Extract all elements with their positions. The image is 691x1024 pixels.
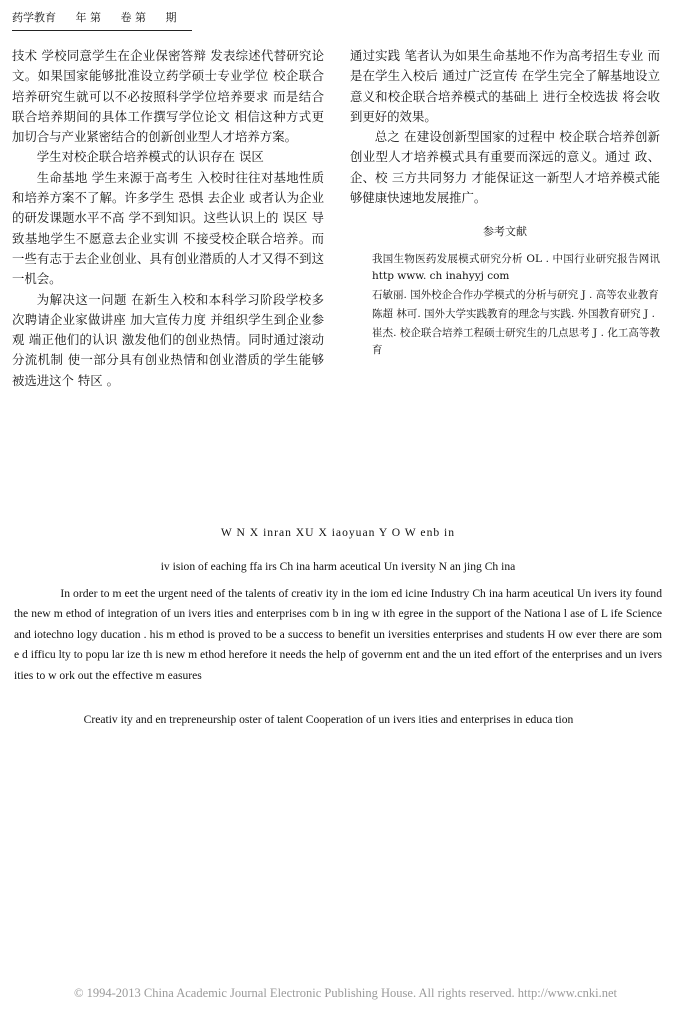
journal-name: 药学教育 [12, 11, 56, 24]
journal-volume: 卷 第 [120, 11, 146, 24]
conclusion-paragraph: 总之 在建设创新型国家的过程中 校企联合培养创新创业型人才培养模式具有重要而深远的意义。通过 政、企、校 三方共同努力 才能保证这一新型人才培养模式能够健康快速地发展推广。 [350, 129, 660, 206]
body-paragraph: 通过实践 笔者认为如果生命基地不作为高考招生专业 而是在学生入校后 通过广泛宣传 在学生完全了解基地设立意义和校企联合培养模式的基础上 进行全校选拔 将会收到更好的效果。 [350, 48, 660, 124]
reference-item: 陈超 林可. 国外大学实践教育的理念与实践. 外国教育研究 J . [372, 307, 655, 320]
journal-issue: 期 [165, 11, 177, 24]
running-header [12, 8, 192, 31]
journal-year: 年 第 [75, 11, 101, 24]
references-title: 参考文献 [483, 225, 527, 239]
reference-item: 石敏丽. 国外校企合作办学模式的分析与研究 J . 高等农业教育 [372, 288, 659, 301]
english-keywords: Creativ ity and en trepreneurship oster of talent Cooperation of un ivers ities and enterprises in educa tion [83, 713, 574, 726]
body-paragraph: 为解决这一问题 在新生入校和本科学习阶段学校多次聘请企业家做讲座 加大宣传力度 并组织学生到企业参观 端正他们的认识 激发他们的创业热情。同时通过滚动分流机制 使一部分具有创业热情和创业潜质的学生能够被选进这个 特区 。 [12, 291, 324, 388]
reference-item: 崔杰. 校企联合培养工程硕士研究生的几点思考 J . 化工高等教育 [372, 326, 660, 356]
body-paragraph: 技术 学校同意学生在企业保密答辩 发表综述代替研究论文。如果国家能够批准设立药学硕士专业学位 校企联合培养研究生就可以不必按照科学学位培养要求 而是结合联合培养期间的具体工作撰写学位论文 相信这种方式更加切合与产业紧密结合的创新创业型人才培养方案。 [12, 48, 324, 145]
body-paragraph: 生命基地 学生来源于高考生 入校时往往对基地性质和培养方案不了解。许多学生 恐惧 去企业 或者认为企业的研发课题水平不高 学不到知识。这些认识上的 误区 导致基地学生不愿意去企业实训 不接受校企联合培养。而一些有志于去企业创业、具有创业潜质的人才又得不到这一机会。 [12, 169, 324, 287]
reference-item: 我国生物医药发展模式研究分析 OL . 中国行业研究报告网讯 http www. ch inahyyj com [372, 252, 660, 282]
english-authors: W N X inran XU X iaoyuan Y O W enb in [220, 526, 456, 539]
section-heading: 学生对校企联合培养模式的认识存在 误区 [36, 149, 264, 165]
english-abstract: In order to m eet the urgent need of the talents of creativ ity in the iom ed icine Industry Ch ina harm aceutical Un ivers ity found the new m ethod of integration of un ivers ities and enterprises com b in ing w ith egree in the support of the Nationa l ase of L ife Science and iotechno logy ducation . his m ethod is proved to be a success to benefit un iversities enterprises and students H ow ever there are som e d ifficu lty to popu lar ize th is new m ethod herefore it needs the help of governm ent and the un ited effort of the enterprises and un ivers ities to w ork out the effective m easures [14, 587, 662, 682]
right-column [350, 46, 660, 361]
left-column [12, 46, 324, 391]
copyright-footer: © 1994-2013 China Academic Journal Electronic Publishing House. All rights reserved. http://www.cnki.net [74, 986, 617, 1000]
english-affiliation: iv ision of eaching ffa irs Ch ina harm aceutical Un iversity N an jing Ch ina [160, 560, 516, 573]
